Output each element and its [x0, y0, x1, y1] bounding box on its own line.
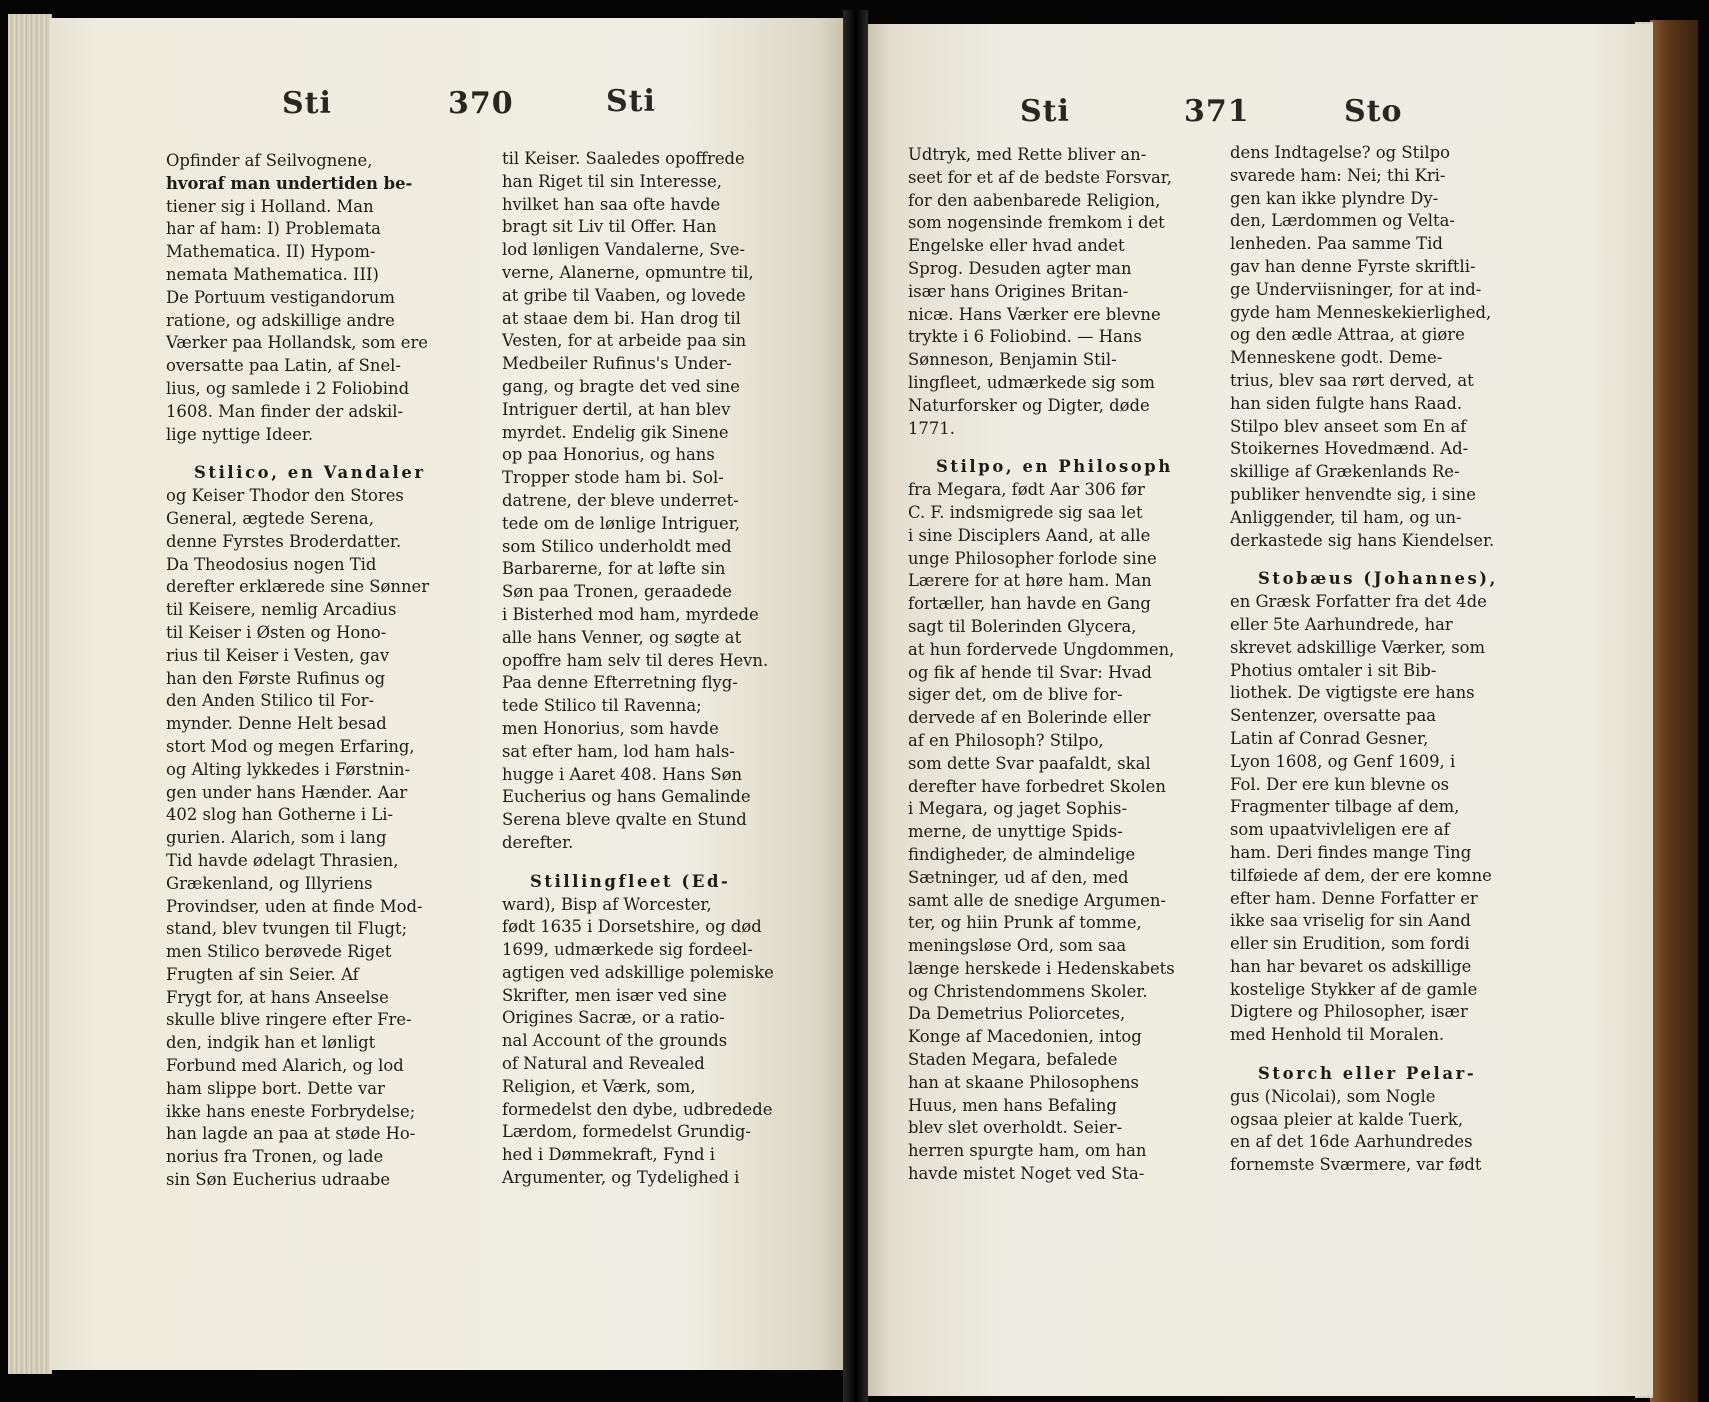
text-line: for den aabenbarede Religion, — [908, 190, 1161, 210]
text-line: gurien. Alarich, som i lang — [166, 828, 387, 848]
right-column-2 — [1230, 142, 1498, 1177]
text-line: De Portuum vestigandorum — [166, 287, 395, 307]
left-page-number: 370 — [448, 86, 514, 121]
text-line: of Natural and Revealed — [502, 1054, 705, 1074]
text-line: længe herskede i Hedenskabets — [908, 958, 1175, 978]
text-line: Engelske eller hvad andet — [908, 236, 1125, 256]
text-line: gav han denne Fyrste skriftli- — [1230, 256, 1476, 276]
text-line: Stilpo blev anseet som En af — [1230, 416, 1467, 436]
text-line: Grækenland, og Illyriens — [166, 873, 373, 893]
text-line: hugge i Aaret 408. Hans Søn — [502, 764, 743, 784]
text-line: Lærdom, formedelst Grundig- — [502, 1122, 751, 1142]
text-line: verne, Alanerne, opmuntre til, — [502, 262, 754, 282]
text-line: Storch eller Pelar- — [1258, 1064, 1477, 1084]
text-line: Lyon 1608, og Genf 1609, i — [1230, 751, 1456, 771]
text-line: samt alle de snedige Argumen- — [908, 890, 1166, 910]
text-line: Huus, men hans Befaling — [908, 1095, 1117, 1115]
left-head-right: Sti — [606, 84, 656, 119]
paragraph-gap — [166, 446, 429, 462]
paragraph-gap — [1230, 552, 1498, 568]
text-line: skulle blive ringere efter Fre- — [166, 1010, 412, 1030]
right-page-number: 371 — [1184, 94, 1250, 129]
text-line: han lagde an paa at støde Ho- — [166, 1124, 416, 1144]
text-line: sin Søn Eucherius udraabe — [166, 1170, 391, 1190]
text-line: Værker paa Hollandsk, som ere — [166, 333, 428, 353]
text-line: i Bisterhed mod ham, myrdede — [502, 604, 759, 624]
text-line: havde mistet Noget ved Sta- — [908, 1164, 1145, 1184]
text-line: herren spurgte ham, om han — [908, 1141, 1147, 1161]
text-line: findigheder, de almindelige — [908, 844, 1136, 864]
text-line: Sønneson, Benjamin Stil- — [908, 350, 1117, 370]
text-line: han at skaane Philosophens — [908, 1072, 1139, 1092]
text-line: eller sin Erudition, som fordi — [1230, 934, 1470, 954]
text-line: Barbarerne, for at løfte sin — [502, 559, 726, 579]
paragraph-gap — [1230, 1047, 1498, 1063]
right-column-1 — [908, 144, 1175, 1186]
text-line: hed i Dømmekraft, Fynd i — [502, 1145, 715, 1165]
text-line: Vesten, for at arbeide paa sin — [502, 331, 747, 351]
text-line: dervede af en Bolerinde eller — [908, 708, 1151, 728]
text-line: Stilpo, en Philosoph — [936, 457, 1173, 477]
text-line: som Stilico underholdt med — [502, 536, 732, 556]
text-line: stand, blev tvungen til Flugt; — [166, 919, 408, 939]
text-line: Serena bleve qvalte en Stund — [502, 810, 747, 830]
right-page — [868, 24, 1653, 1396]
text-line: formedelst den dybe, udbredede — [502, 1099, 773, 1119]
text-line: sagt til Bolerinden Glycera, — [908, 616, 1137, 636]
book-gutter — [843, 10, 868, 1402]
text-line: Sætninger, ud af den, med — [908, 867, 1129, 887]
text-line: trius, blev saa rørt derved, at — [1230, 370, 1474, 390]
text-line: med Henhold til Moralen. — [1230, 1025, 1445, 1045]
text-line: har af ham: I) Problemata — [166, 219, 381, 239]
text-line: rius til Keiser i Vesten, gav — [166, 645, 390, 665]
text-line: Provindser, uden at finde Mod- — [166, 896, 423, 916]
text-line: 1771. — [908, 418, 955, 438]
text-line: eller 5te Aarhundrede, har — [1230, 614, 1453, 634]
text-line: kostelige Stykker af de gamle — [1230, 979, 1478, 999]
text-line: publiker henvendte sig, i sine — [1230, 484, 1476, 504]
text-line: til Keisere, nemlig Arcadius — [166, 600, 397, 620]
text-line: norius fra Tronen, og lade — [166, 1147, 384, 1167]
text-line: nicæ. Hans Værker ere blevne — [908, 304, 1161, 324]
text-line: hvilket han saa ofte havde — [502, 194, 721, 214]
text-line: svarede ham: Nei; thi Kri- — [1230, 165, 1446, 185]
text-line: ge Underviisninger, for at ind- — [1230, 279, 1482, 299]
text-line: den Anden Stilico til For- — [166, 691, 375, 711]
text-line: alle hans Venner, og søgte at — [502, 627, 742, 647]
text-line: ikke saa vriselig for sin Aand — [1230, 911, 1471, 931]
text-line: Menneskene godt. Deme- — [1230, 348, 1443, 368]
text-line: Tid havde ødelagt Thrasien, — [166, 850, 399, 870]
paragraph-gap — [502, 855, 774, 871]
text-line: Lærere for at høre ham. Man — [908, 571, 1152, 591]
text-line: Stobæus (Johannes), — [1258, 569, 1498, 589]
text-line: Photius omtaler i sit Bib- — [1230, 660, 1437, 680]
text-line: og Keiser Thodor den Stores — [166, 486, 404, 506]
text-line: især hans Origines Britan- — [908, 281, 1129, 301]
text-line: General, ægtede Serena, — [166, 508, 374, 528]
text-line: men Stilico berøvede Riget — [166, 942, 392, 962]
text-line: til Keiser i Østen og Hono- — [166, 622, 387, 642]
text-line: Argumenter, og Tydelighed i — [502, 1168, 740, 1188]
text-line: han den Første Rufinus og — [166, 668, 386, 688]
text-line: fornemste Sværmere, var født — [1230, 1155, 1482, 1175]
book-cover-edge — [1650, 20, 1698, 1402]
text-line: Sentenzer, oversatte paa — [1230, 706, 1437, 726]
text-line: tiener sig i Holland. Man — [166, 196, 374, 216]
text-line: 1608. Man finder der adskil- — [166, 401, 404, 421]
text-line: Stilico, en Vandaler — [194, 463, 426, 483]
text-line: at gribe til Vaaben, og lovede — [502, 285, 746, 305]
text-line: skrevet adskillige Værker, som — [1230, 637, 1486, 657]
text-line: op paa Honorius, og hans — [502, 445, 715, 465]
text-line: han siden fulgte hans Raad. — [1230, 393, 1463, 413]
text-line: Religion, et Værk, som, — [502, 1076, 696, 1096]
text-line: Medbeiler Rufinus's Under- — [502, 354, 732, 374]
text-line: Digtere og Philosopher, især — [1230, 1002, 1468, 1022]
text-line: liothek. De vigtigste ere hans — [1230, 683, 1475, 703]
text-line: C. F. indsmigrede sig saa let — [908, 502, 1143, 522]
text-line: gang, og bragte det ved sine — [502, 376, 740, 396]
text-line: mynder. Denne Helt besad — [166, 714, 387, 734]
text-line: blev slet overholdt. Seier- — [908, 1118, 1123, 1138]
text-line: Konge af Macedonien, intog — [908, 1027, 1142, 1047]
text-line: trykte i 6 Foliobind. — Hans — [908, 327, 1142, 347]
text-line: Eucherius og hans Gemalinde — [502, 787, 751, 807]
text-line: Anliggender, til ham, og un- — [1230, 507, 1462, 527]
text-line: ikke hans eneste Forbrydelse; — [166, 1101, 416, 1121]
left-page-edges — [8, 14, 52, 1374]
text-line: Staden Megara, befalede — [908, 1050, 1118, 1070]
text-line: nal Account of the grounds — [502, 1031, 728, 1051]
text-line: myrdet. Endelig gik Sinene — [502, 422, 729, 442]
text-line: bragt sit Liv til Offer. Han — [502, 217, 717, 237]
text-line: ham slippe bort. Dette var — [166, 1078, 385, 1098]
text-line: siger det, om de blive for- — [908, 685, 1123, 705]
text-line: Opfinder af Seilvognene, — [166, 151, 373, 170]
text-line: denne Fyrstes Broderdatter. — [166, 531, 402, 551]
text-line: fra Megara, født Aar 306 før — [908, 480, 1145, 500]
text-line: oversatte paa Latin, af Snel- — [166, 356, 401, 376]
text-line: og den ædle Attraa, at giøre — [1230, 325, 1465, 345]
text-line: af en Philosoph? Stilpo, — [908, 730, 1104, 750]
text-line: Paa denne Efterretning flyg- — [502, 673, 738, 693]
text-line: opoffre ham selv til deres Hevn. — [502, 650, 769, 670]
text-line: Intriguer dertil, at han blev — [502, 399, 731, 419]
text-line: derefter have forbedret Skolen — [908, 776, 1166, 796]
text-line: fortæller, han havde en Gang — [908, 594, 1151, 614]
text-line: i Megara, og jaget Sophis- — [908, 799, 1127, 819]
text-line: Udtryk, med Rette bliver an- — [908, 145, 1147, 164]
text-line: ratione, og adskillige andre — [166, 310, 395, 330]
text-line: stort Mod og megen Erfaring, — [166, 736, 415, 756]
text-line: sat efter ham, lod ham hals- — [502, 741, 735, 761]
text-line: gen under hans Hænder. Aar — [166, 782, 408, 802]
text-line: at staae dem bi. Han drog til — [502, 308, 741, 328]
text-line: en Græsk Forfatter fra det 4de — [1230, 592, 1487, 612]
text-line: en af det 16de Aarhundredes — [1230, 1132, 1473, 1152]
text-line: som upaatvivleligen ere af — [1230, 820, 1450, 840]
text-line: datrene, der bleve underret- — [502, 490, 739, 510]
text-line: agtigen ved adskillige polemiske — [502, 962, 774, 982]
text-line: lod lønligen Vandalerne, Sve- — [502, 240, 746, 260]
text-line: gyde ham Menneskekierlighed, — [1230, 302, 1492, 322]
text-line: den, Lærdommen og Velta- — [1230, 211, 1455, 231]
text-line: som dette Svar paafaldt, skal — [908, 753, 1151, 773]
text-line: og Alting lykkedes i Førstnin- — [166, 759, 411, 779]
text-line: 1699, udmærkede sig fordeel- — [502, 940, 753, 960]
text-line: lige nyttige Ideer. — [166, 424, 314, 444]
text-line: men Honorius, som havde — [502, 718, 719, 738]
text-line: tede Stilico til Ravenna; — [502, 696, 702, 716]
text-line: tede om de lønlige Intriguer, — [502, 513, 740, 533]
text-line: født 1635 i Dorsetshire, og død — [502, 917, 762, 937]
text-line: til Keiser. Saaledes opoffrede — [502, 149, 745, 168]
text-line: Latin af Conrad Gesner, — [1230, 728, 1429, 748]
text-line: Fragmenter tilbage af dem, — [1230, 797, 1460, 817]
text-line: og fik af hende til Svar: Hvad — [908, 662, 1152, 682]
text-line: Sprog. Desuden agter man — [908, 258, 1132, 278]
text-line: lingfleet, udmærkede sig som — [908, 372, 1155, 392]
right-head-right: Sto — [1344, 94, 1403, 129]
text-line: Da Demetrius Poliorcetes, — [908, 1004, 1126, 1024]
text-line: Mathematica. II) Hypom- — [166, 242, 376, 262]
text-line: ter, og hiin Prunk af tomme, — [908, 913, 1142, 933]
text-line: lenheden. Paa samme Tid — [1230, 234, 1443, 254]
text-line: derefter erklærede sine Sønner — [166, 577, 430, 597]
text-line: tilføiede af dem, der ere komne — [1230, 865, 1492, 885]
text-line: derefter. — [502, 832, 574, 852]
text-line: Tropper stode ham bi. Sol- — [502, 468, 724, 488]
text-line: Frygt for, at hans Anseelse — [166, 987, 389, 1007]
text-line: Origines Sacræ, or a ratio- — [502, 1008, 725, 1028]
text-line: Fol. Der ere kun blevne os — [1230, 774, 1450, 794]
text-line: dens Indtagelse? og Stilpo — [1230, 143, 1451, 162]
text-line: skillige af Grækenlands Re- — [1230, 462, 1460, 482]
left-column-2 — [502, 148, 774, 1190]
text-line: 402 slog han Gotherne i Li- — [166, 805, 394, 825]
text-line: ward), Bisp af Worcester, — [502, 894, 712, 914]
text-line: seet for et af de bedste Forsvar, — [908, 167, 1172, 187]
text-line: og Christendommens Skoler. — [908, 981, 1148, 1001]
text-line: gus (Nicolai), som Nogle — [1230, 1086, 1436, 1106]
text-line: han Riget til sin Interesse, — [502, 171, 722, 191]
text-line: hvoraf man undertiden be- — [166, 173, 413, 193]
text-line: ogsaa pleier at kalde Tuerk, — [1230, 1109, 1464, 1129]
paragraph-gap — [908, 440, 1175, 456]
text-line: nemata Mathematica. III) — [166, 264, 379, 284]
text-line: ham. Deri findes mange Ting — [1230, 842, 1472, 862]
left-head-left: Sti — [282, 86, 332, 121]
text-line: merne, de unyttige Spids- — [908, 822, 1123, 842]
text-line: at hun fordervede Ungdommen, — [908, 639, 1175, 659]
text-line: Stoikernes Hovedmænd. Ad- — [1230, 439, 1469, 459]
text-line: unge Philosopher forlode sine — [908, 548, 1157, 568]
right-head-left: Sti — [1020, 94, 1070, 129]
text-line: Naturforsker og Digter, døde — [908, 395, 1150, 415]
text-line: Da Theodosius nogen Tid — [166, 554, 377, 574]
text-line: derkastede sig hans Kiendelser. — [1230, 530, 1495, 550]
text-line: lius, og samlede i 2 Foliobind — [166, 378, 410, 398]
left-page — [50, 18, 843, 1370]
text-line: Frugten af sin Seier. Af — [166, 964, 359, 984]
text-line: den, indgik han et lønligt — [166, 1033, 376, 1053]
text-line: meningsløse Ord, som saa — [908, 936, 1127, 956]
text-line: Skrifter, men især ved sine — [502, 985, 727, 1005]
text-line: Forbund med Alarich, og lod — [166, 1056, 404, 1076]
text-line: efter ham. Denne Forfatter er — [1230, 888, 1478, 908]
text-line: gen kan ikke plyndre Dy- — [1230, 188, 1439, 208]
text-line: han har bevaret os adskillige — [1230, 956, 1472, 976]
left-column-1 — [166, 150, 429, 1192]
text-line: Stillingfleet (Ed- — [530, 871, 731, 891]
text-line: i sine Disciplers Aand, at alle — [908, 525, 1151, 545]
text-line: som nogensinde fremkom i det — [908, 213, 1165, 233]
text-line: Søn paa Tronen, geraadede — [502, 582, 732, 602]
